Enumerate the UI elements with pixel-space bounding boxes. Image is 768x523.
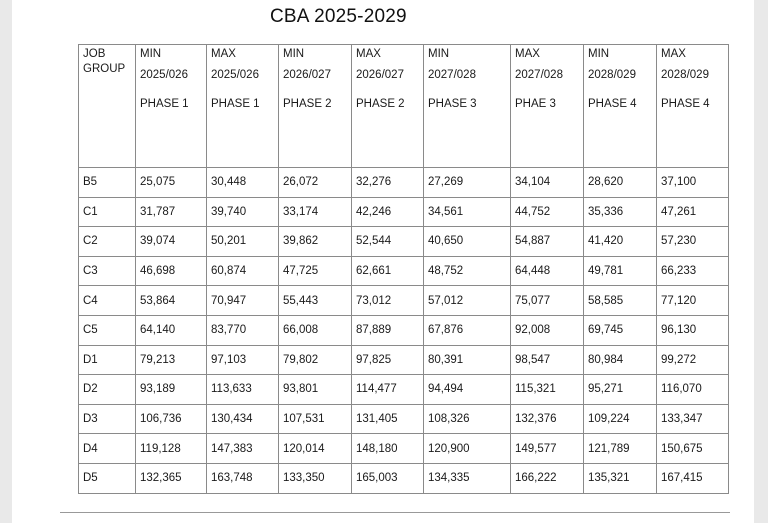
table-row: [79, 375, 729, 405]
salary-cell: 93,801: [279, 375, 352, 405]
table-row: [79, 463, 729, 493]
salary-cell: 69,745: [584, 315, 657, 345]
table-row: [79, 404, 729, 434]
salary-cell: 54,887: [511, 227, 584, 257]
salary-table: [78, 44, 729, 494]
salary-cell: 132,365: [136, 463, 207, 493]
job-group-cell: D3: [79, 404, 136, 434]
table-row: [79, 286, 729, 316]
salary-cell: 64,448: [511, 256, 584, 286]
salary-cell: 39,862: [279, 227, 352, 257]
header-label: MAX: [661, 48, 686, 60]
job-group-cell: C3: [79, 256, 136, 286]
job-group-cell: D4: [79, 434, 136, 464]
salary-cell: 30,448: [207, 168, 279, 198]
table-header-row: [79, 45, 729, 168]
header-label: MAX: [515, 48, 540, 60]
table-row: [79, 168, 729, 198]
salary-cell: 64,140: [136, 315, 207, 345]
salary-cell: 42,246: [352, 197, 424, 227]
table-body: [79, 45, 729, 494]
salary-cell: 97,825: [352, 345, 424, 375]
salary-cell: 48,752: [424, 256, 511, 286]
salary-cell: 133,347: [657, 404, 729, 434]
job-group-cell: C5: [79, 315, 136, 345]
header-cell: [424, 45, 511, 168]
salary-cell: 106,736: [136, 404, 207, 434]
table-row: [79, 434, 729, 464]
salary-cell: 80,984: [584, 345, 657, 375]
salary-cell: 49,781: [584, 256, 657, 286]
salary-cell: 34,104: [511, 168, 584, 198]
header-label: 2027/028: [428, 69, 476, 81]
salary-cell: 57,230: [657, 227, 729, 257]
salary-cell: 57,012: [424, 286, 511, 316]
salary-cell: 73,012: [352, 286, 424, 316]
salary-cell: 27,269: [424, 168, 511, 198]
salary-cell: 32,276: [352, 168, 424, 198]
salary-cell: 87,889: [352, 315, 424, 345]
salary-cell: 94,494: [424, 375, 511, 405]
table-row: [79, 315, 729, 345]
job-group-cell: C1: [79, 197, 136, 227]
document-page: [12, 0, 754, 523]
salary-cell: 166,222: [511, 463, 584, 493]
salary-cell: 119,128: [136, 434, 207, 464]
salary-cell: 163,748: [207, 463, 279, 493]
salary-cell: 108,326: [424, 404, 511, 434]
salary-cell: 62,661: [352, 256, 424, 286]
header-label: 2025/026: [140, 69, 188, 81]
header-label: GROUP: [83, 63, 126, 75]
salary-cell: 33,174: [279, 197, 352, 227]
salary-cell: 95,271: [584, 375, 657, 405]
salary-cell: 99,272: [657, 345, 729, 375]
header-cell: [584, 45, 657, 168]
header-cell: [207, 45, 279, 168]
salary-cell: 41,420: [584, 227, 657, 257]
salary-cell: 116,070: [657, 375, 729, 405]
header-cell: [511, 45, 584, 168]
salary-cell: 44,752: [511, 197, 584, 227]
salary-cell: 131,405: [352, 404, 424, 434]
header-label: MIN: [588, 48, 610, 60]
salary-cell: 114,477: [352, 375, 424, 405]
header-label: 2025/026: [211, 69, 259, 81]
header-label: MAX: [356, 48, 381, 60]
header-label: 2026/027: [283, 69, 331, 81]
salary-cell: 109,224: [584, 404, 657, 434]
salary-cell: 31,787: [136, 197, 207, 227]
salary-cell: 47,261: [657, 197, 729, 227]
salary-cell: 46,698: [136, 256, 207, 286]
salary-cell: 35,336: [584, 197, 657, 227]
salary-cell: 115,321: [511, 375, 584, 405]
salary-cell: 39,740: [207, 197, 279, 227]
salary-cell: 53,864: [136, 286, 207, 316]
salary-cell: 93,189: [136, 375, 207, 405]
header-label: PHASE 1: [140, 98, 189, 110]
header-cell: [136, 45, 207, 168]
header-label: 2028/029: [661, 69, 709, 81]
salary-cell: 150,675: [657, 434, 729, 464]
salary-cell: 52,544: [352, 227, 424, 257]
header-label: PHASE 4: [661, 98, 710, 110]
salary-cell: 92,008: [511, 315, 584, 345]
table-row: [79, 256, 729, 286]
salary-cell: 66,008: [279, 315, 352, 345]
salary-cell: 50,201: [207, 227, 279, 257]
header-label: 2028/029: [588, 69, 636, 81]
salary-cell: 135,321: [584, 463, 657, 493]
salary-cell: 97,103: [207, 345, 279, 375]
salary-cell: 147,383: [207, 434, 279, 464]
salary-cell: 26,072: [279, 168, 352, 198]
salary-cell: 165,003: [352, 463, 424, 493]
job-group-cell: C2: [79, 227, 136, 257]
salary-cell: 148,180: [352, 434, 424, 464]
salary-cell: 75,077: [511, 286, 584, 316]
page-title: CBA 2025-2029: [270, 6, 407, 27]
salary-cell: 120,900: [424, 434, 511, 464]
table-row: [79, 227, 729, 257]
salary-cell: 77,120: [657, 286, 729, 316]
table-row: [79, 345, 729, 375]
salary-cell: 55,443: [279, 286, 352, 316]
salary-cell: 80,391: [424, 345, 511, 375]
header-label: PHASE 4: [588, 98, 637, 110]
header-label: JOB: [83, 48, 106, 60]
salary-cell: 113,633: [207, 375, 279, 405]
header-label: 2026/027: [356, 69, 404, 81]
header-label: MIN: [283, 48, 305, 60]
salary-cell: 34,561: [424, 197, 511, 227]
salary-cell: 25,075: [136, 168, 207, 198]
salary-cell: 83,770: [207, 315, 279, 345]
header-label: PHAE 3: [515, 98, 556, 110]
table-row: [79, 197, 729, 227]
job-group-cell: C4: [79, 286, 136, 316]
salary-cell: 39,074: [136, 227, 207, 257]
salary-cell: 47,725: [279, 256, 352, 286]
divider: [60, 512, 730, 513]
salary-cell: 130,434: [207, 404, 279, 434]
header-label: 2027/028: [515, 69, 563, 81]
header-label: PHASE 3: [428, 98, 477, 110]
salary-cell: 133,350: [279, 463, 352, 493]
salary-cell: 96,130: [657, 315, 729, 345]
header-label: MIN: [428, 48, 450, 60]
job-group-cell: B5: [79, 168, 136, 198]
header-label: PHASE 2: [356, 98, 405, 110]
salary-cell: 134,335: [424, 463, 511, 493]
salary-cell: 107,531: [279, 404, 352, 434]
salary-cell: 149,577: [511, 434, 584, 464]
salary-cell: 70,947: [207, 286, 279, 316]
job-group-cell: D2: [79, 375, 136, 405]
header-cell: [279, 45, 352, 168]
header-label: MIN: [140, 48, 162, 60]
job-group-cell: D5: [79, 463, 136, 493]
header-cell: [657, 45, 729, 168]
job-group-cell: D1: [79, 345, 136, 375]
salary-cell: 132,376: [511, 404, 584, 434]
salary-cell: 40,650: [424, 227, 511, 257]
header-cell: [352, 45, 424, 168]
header-label: PHASE 2: [283, 98, 332, 110]
salary-cell: 167,415: [657, 463, 729, 493]
salary-cell: 67,876: [424, 315, 511, 345]
salary-cell: 120,014: [279, 434, 352, 464]
salary-cell: 37,100: [657, 168, 729, 198]
salary-cell: 66,233: [657, 256, 729, 286]
header-label: PHASE 1: [211, 98, 260, 110]
header-job-group: [79, 45, 136, 168]
salary-cell: 79,802: [279, 345, 352, 375]
salary-cell: 60,874: [207, 256, 279, 286]
salary-cell: 28,620: [584, 168, 657, 198]
salary-cell: 121,789: [584, 434, 657, 464]
salary-cell: 58,585: [584, 286, 657, 316]
salary-cell: 79,213: [136, 345, 207, 375]
salary-cell: 98,547: [511, 345, 584, 375]
header-label: MAX: [211, 48, 236, 60]
